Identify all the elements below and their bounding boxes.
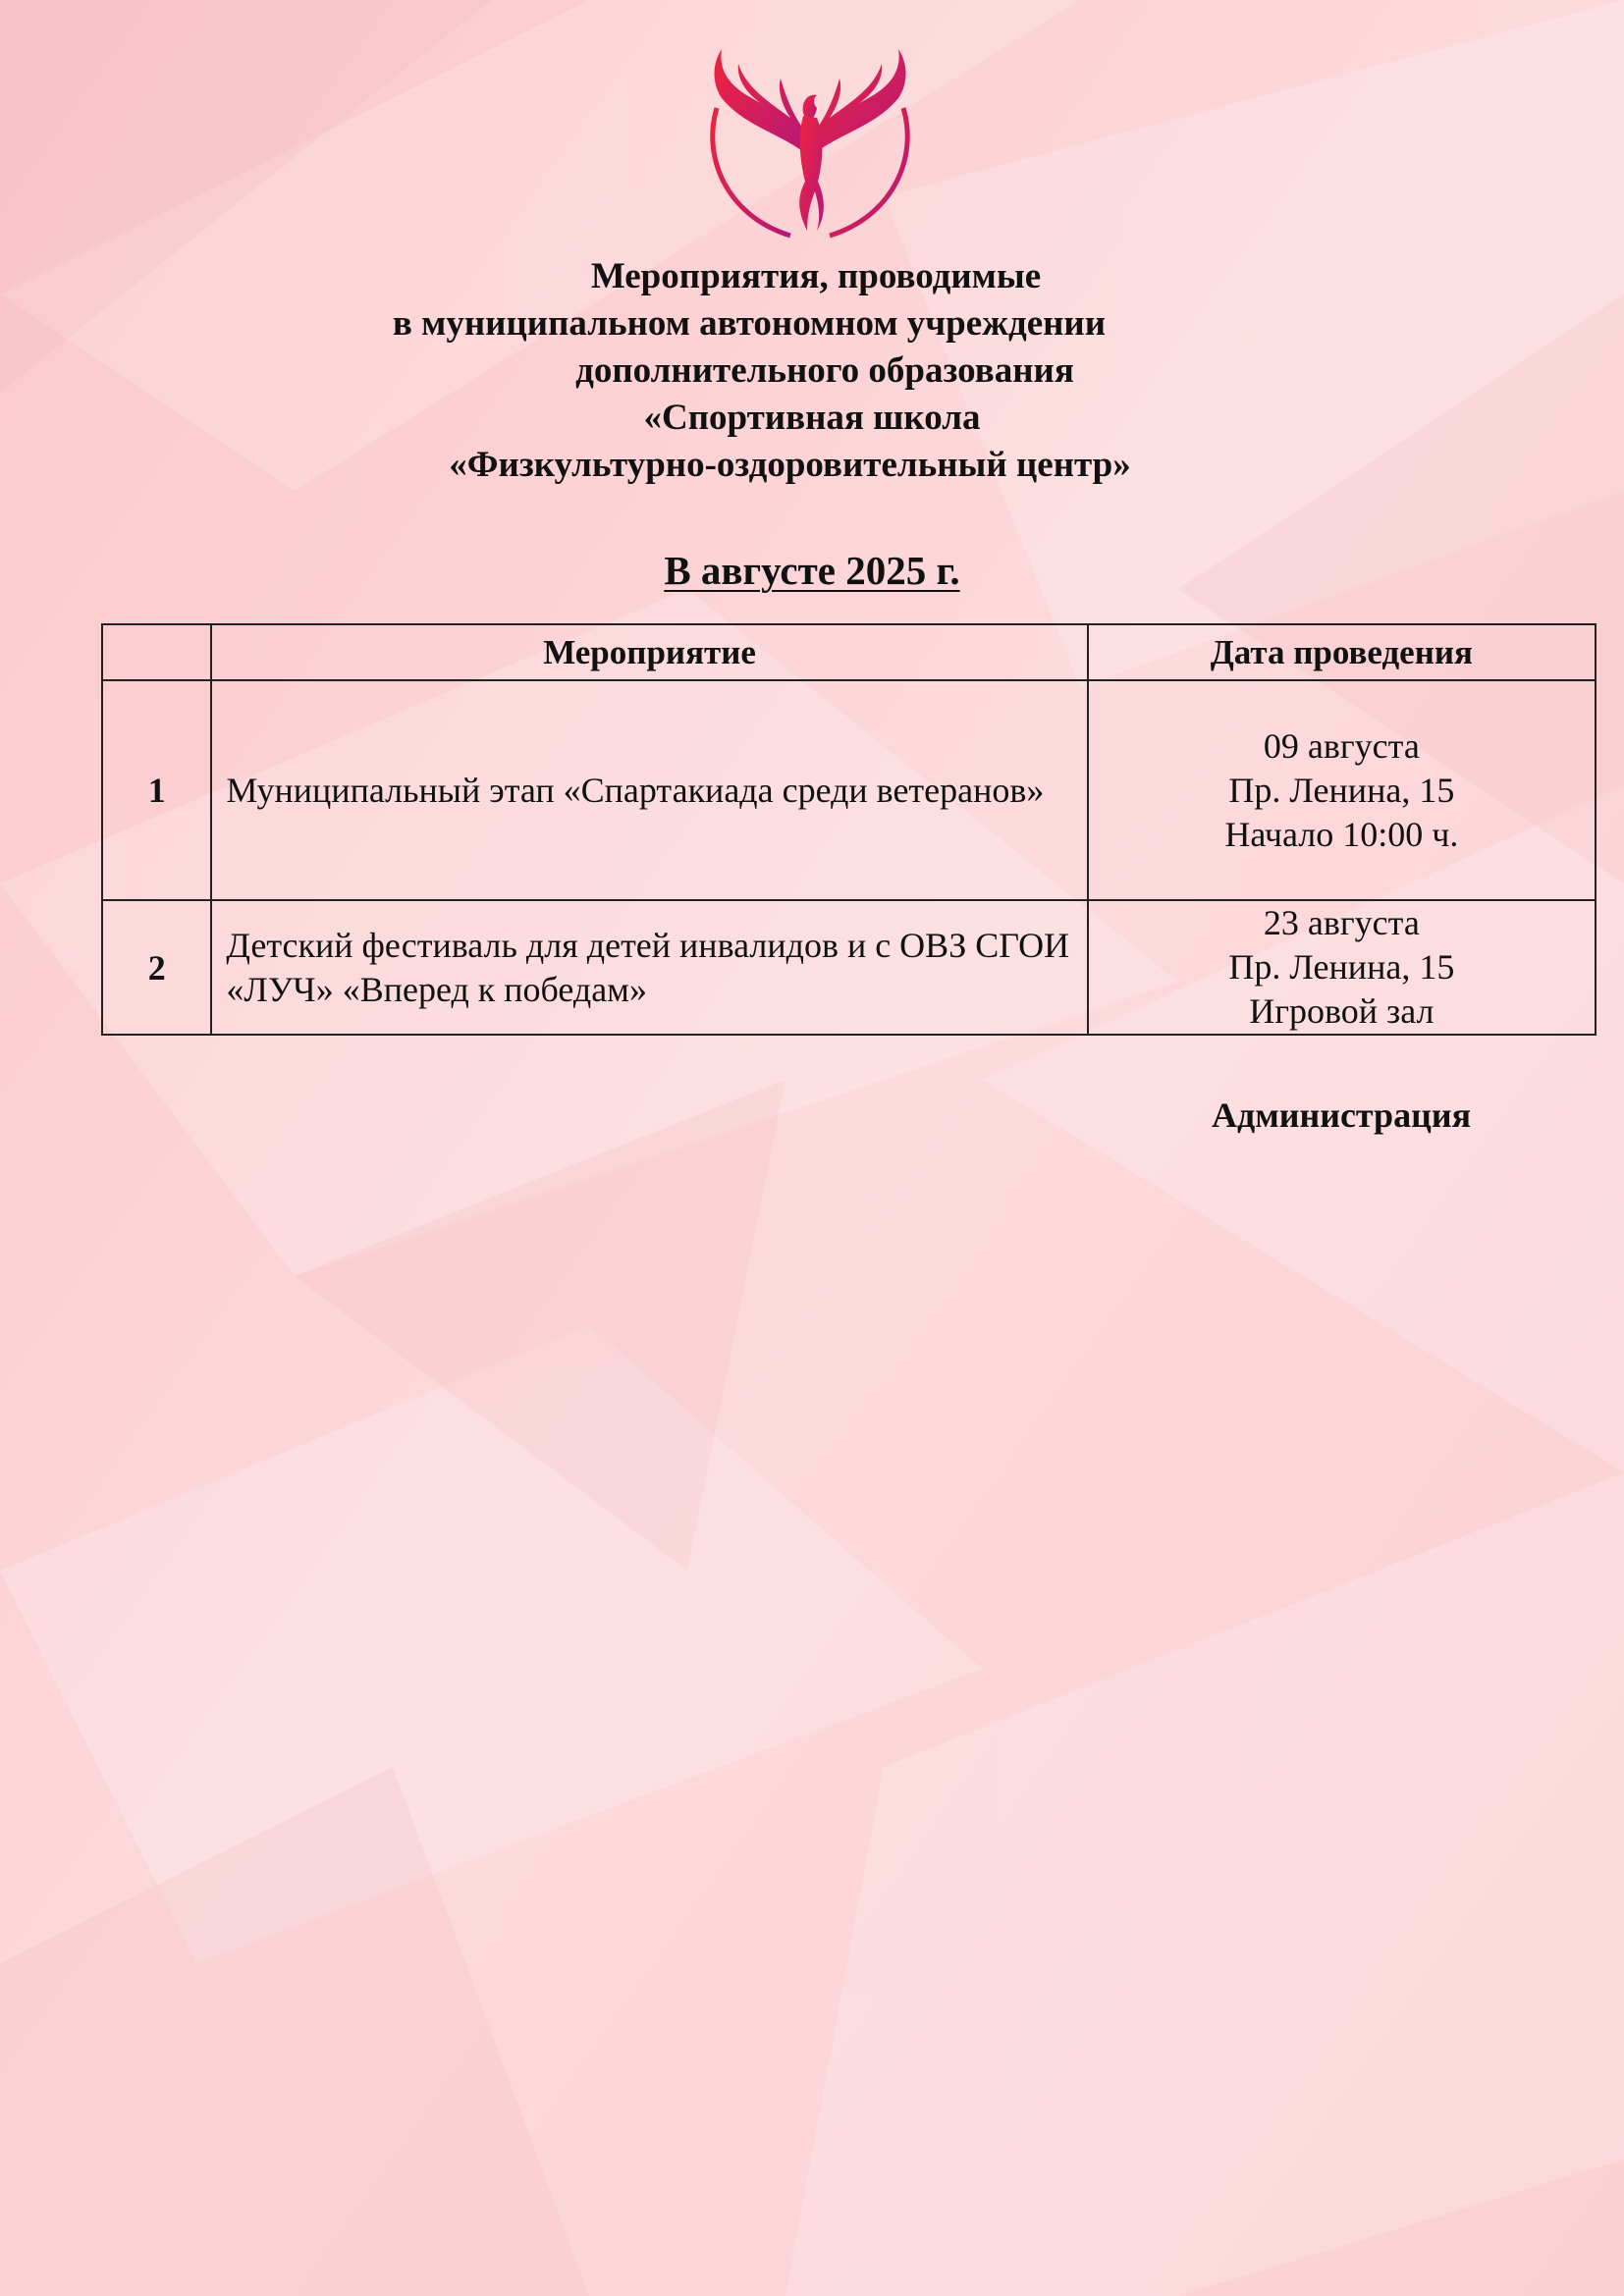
table-row	[102, 680, 1596, 900]
event-date-cell	[1088, 680, 1596, 900]
column-header-date: Дата проведения	[1088, 624, 1596, 680]
month-title	[0, 545, 1624, 596]
event-detail: Начало 10:00 ч.	[1224, 814, 1459, 854]
header-line: дополнительного образования	[575, 350, 1074, 391]
month-title-text: В августе 2025 г.	[664, 548, 960, 593]
event-date: 23 августа	[1263, 903, 1420, 942]
event-name: Муниципальный этап «Спартакиада среди ветеранов»	[211, 680, 1087, 900]
header-line: Мероприятия, проводимые	[590, 256, 1042, 296]
column-header-event: Мероприятие	[211, 624, 1087, 680]
table-row	[102, 900, 1596, 1035]
header-line: в муниципальном автономном учреждении	[392, 303, 1107, 344]
event-date: 09 августа	[1263, 725, 1420, 766]
row-number: 2	[102, 900, 211, 1035]
phoenix-logo-icon	[687, 39, 933, 245]
row-number: 1	[102, 680, 211, 900]
header-line: «Спортивная школа	[643, 398, 981, 438]
header-line: «Физкультурно-оздоровительный центр»	[449, 445, 1131, 485]
event-date-cell	[1088, 900, 1596, 1035]
event-detail: Игровой зал	[1249, 991, 1435, 1031]
event-address: Пр. Ленина, 15	[1228, 770, 1455, 810]
table-header-row	[102, 624, 1596, 680]
signature: Администрация	[1212, 1095, 1472, 1135]
column-header-number	[102, 624, 211, 680]
event-address: Пр. Ленина, 15	[1228, 947, 1455, 987]
event-name: Детский фестиваль для детей инвалидов и с ОВЗ СГОИ «ЛУЧ» «Вперед к победам»	[211, 900, 1087, 1035]
events-table	[101, 623, 1597, 1036]
document-header	[295, 253, 1329, 489]
